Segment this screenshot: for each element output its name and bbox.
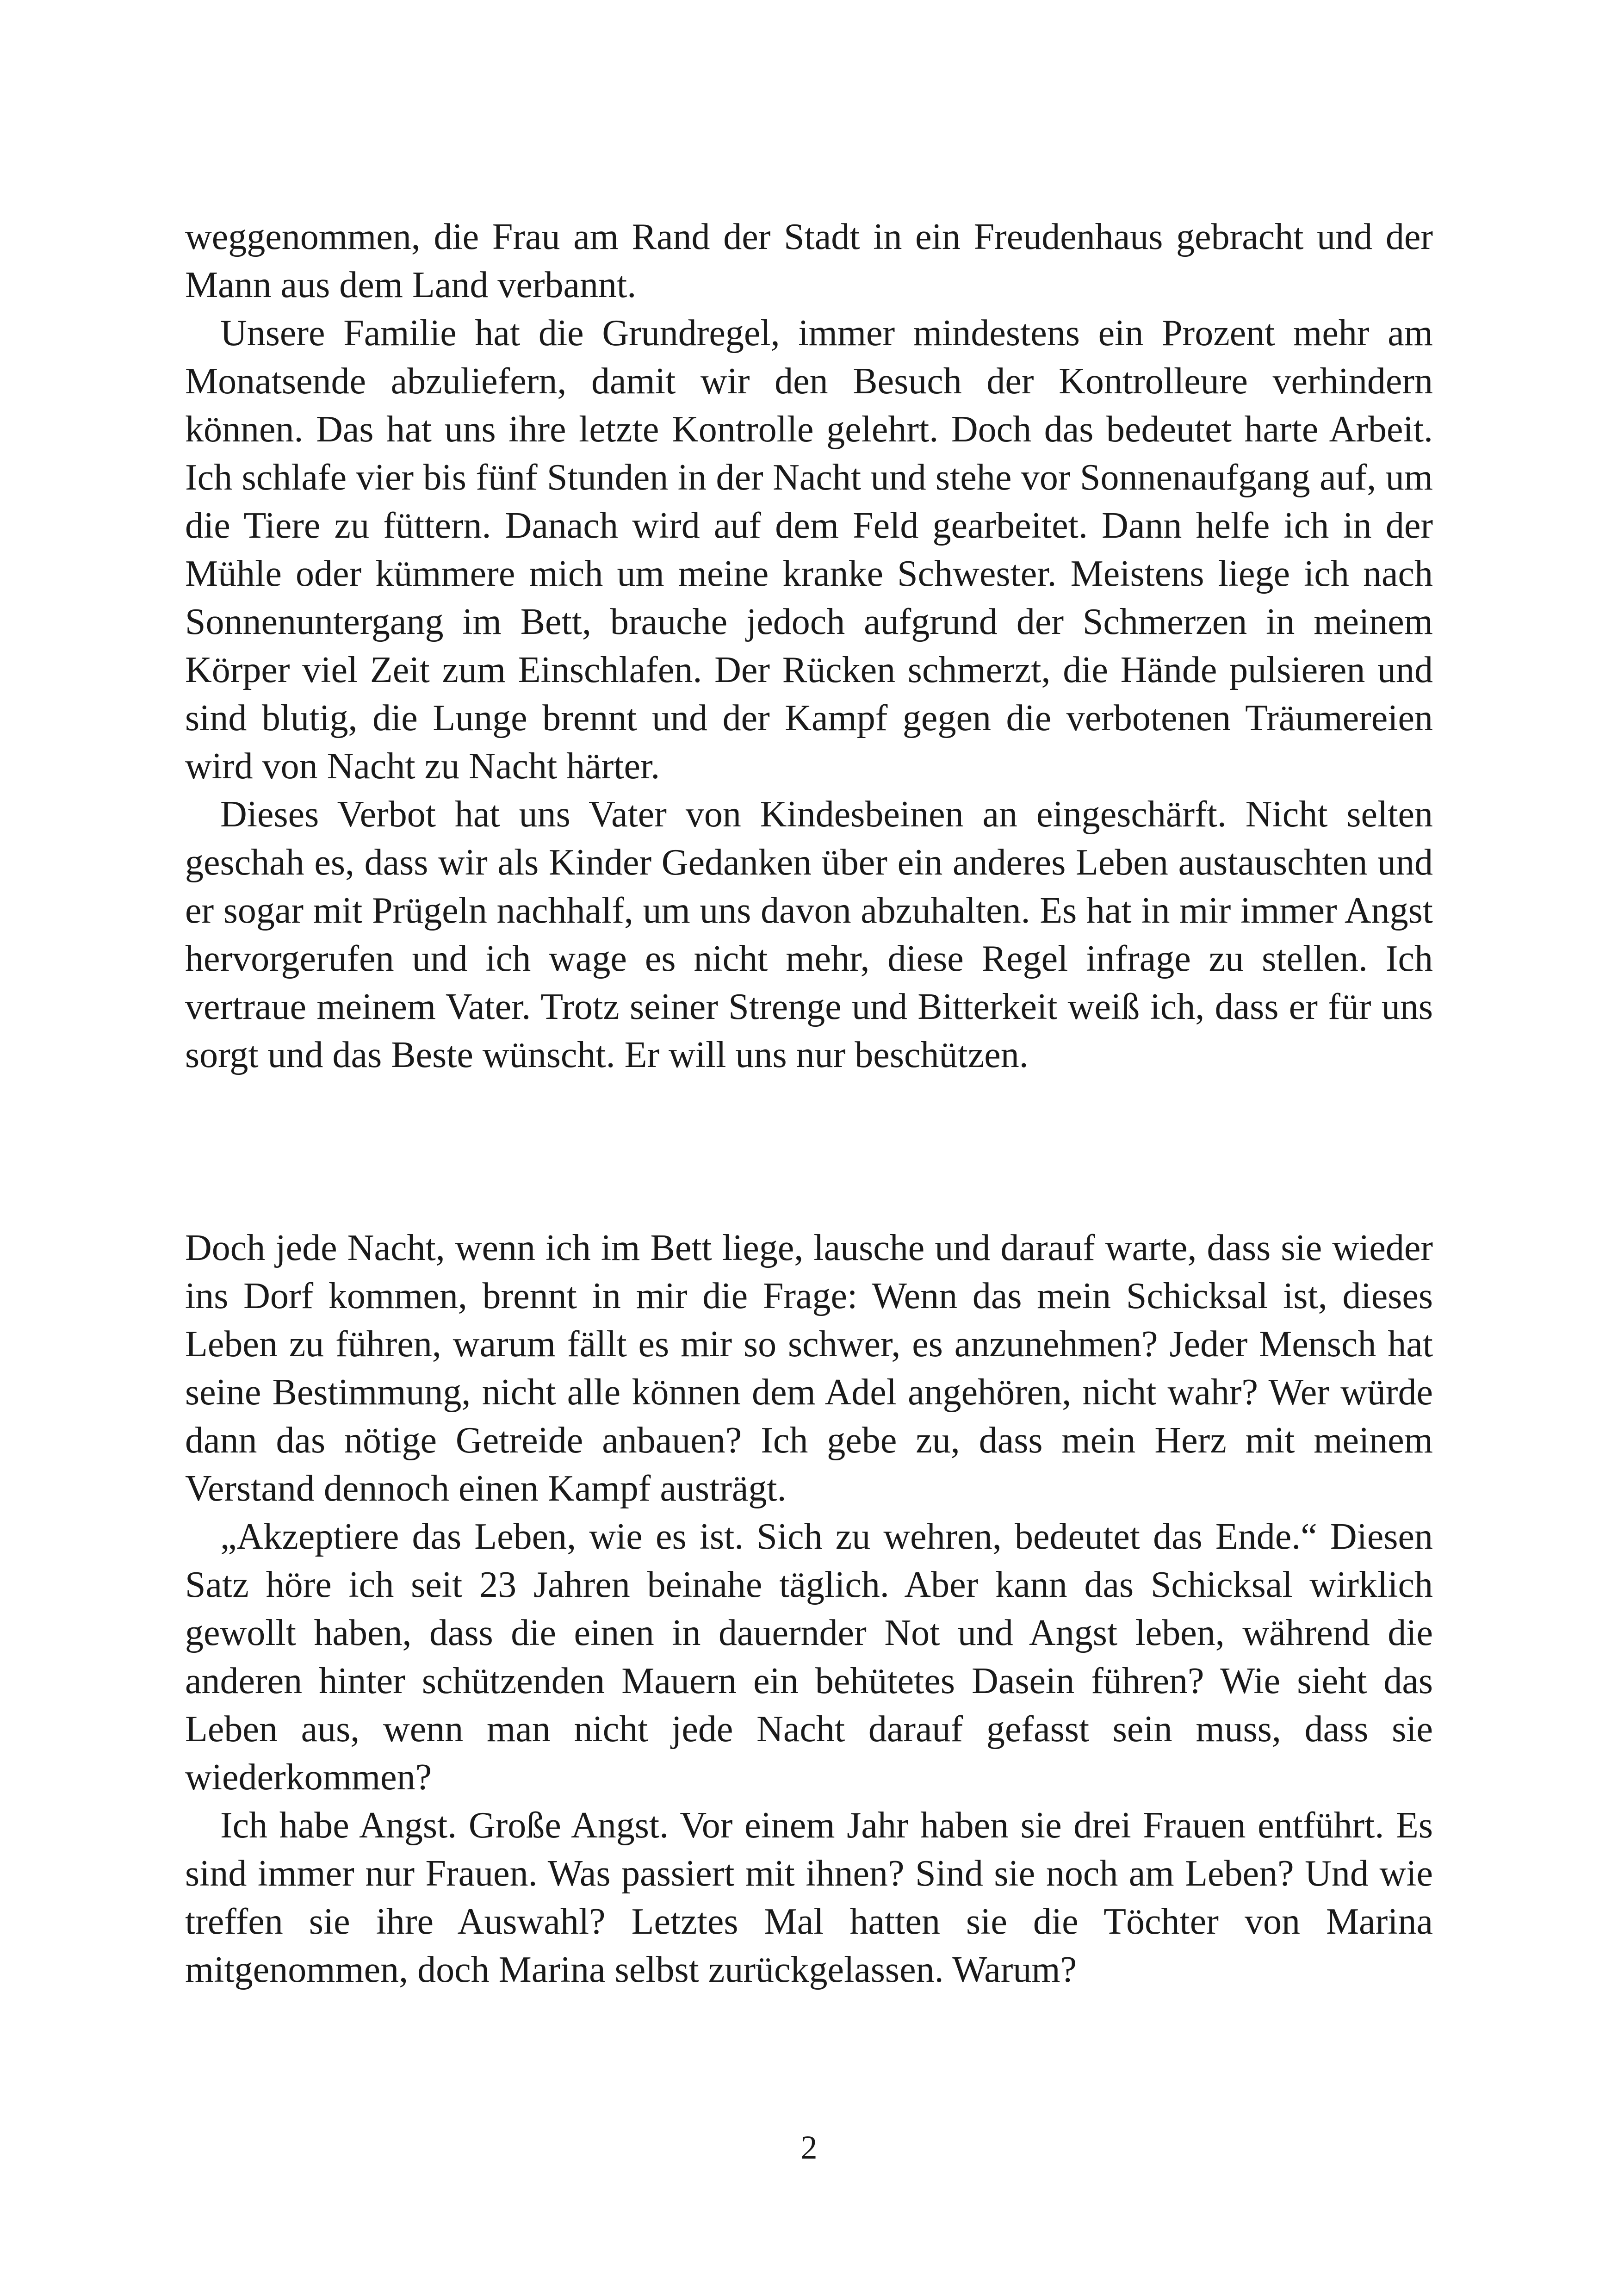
paragraph: „Akzeptiere das Leben, wie es ist. Sich zu wehren, bedeutet das Ende.“ Diesen Satz höre ich seit 23 Jahren beinahe täglich. Aber kann das Schicksal wirklich gewollt haben, dass die einen in dauernder Not und Angst leben, während die anderen hinter schützenden Mauern ein behütetes Dasein führen? Wie sieht das Leben aus, wenn man nicht jede Nacht darauf gefasst sein muss, dass sie wiederkommen?	[185, 1516, 1433, 1798]
paragraph: Doch jede Nacht, wenn ich im Bett liege, lausche und darauf warte, dass sie wieder ins Dorf kommen, brennt in mir die Frage: Wenn das mein Schicksal ist, dieses Leben zu führen, warum fällt es mir so schwer, es anzunehmen? Jeder Mensch hat seine Bestimmung, nicht alle können dem Adel angehören, nicht wahr? Wer würde dann das nötige Getreide anbauen? Ich gebe zu, dass mein Herz mit meinem Verstand dennoch einen Kampf austrägt.	[185, 1228, 1433, 1509]
paragraph: Ich habe Angst. Große Angst. Vor einem Jahr haben sie drei Frauen entführt. Es sind immer nur Frauen. Was passiert mit ihnen? Sind sie noch am Leben? Und wie treffen sie ihre Auswahl? Letztes Mal hatten sie die Töchter von Marina mitgenommen, doch Marina selbst zurückgelassen. Warum?	[185, 1805, 1433, 1990]
page-number: 2	[800, 2129, 818, 2166]
text-section-2	[185, 1224, 1433, 1994]
paragraph: Unsere Familie hat die Grundregel, immer mindestens ein Prozent mehr am Monatsende abzuliefern, damit wir den Besuch der Kontrolleure verhindern können. Das hat uns ihre letzte Kontrolle gelehrt. Doch das bedeutet harte Arbeit. Ich schlafe vier bis fünf Stunden in der Nacht und stehe vor Sonnenaufgang auf, um die Tiere zu füttern. Danach wird auf dem Feld gearbeitet. Dann helfe ich in der Mühle oder kümmere mich um meine kranke Schwester. Meistens liege ich nach Sonnenuntergang im Bett, brauche jedoch aufgrund der Schmerzen in meinem Körper viel Zeit zum Einschlafen. Der Rücken schmerzt, die Hände pulsieren und sind blutig, die Lunge brennt und der Kampf gegen die verbotenen Träumereien wird von Nacht zu Nacht härter.	[185, 313, 1433, 787]
text-section-1	[185, 213, 1433, 1079]
paragraph: Dieses Verbot hat uns Vater von Kindesbeinen an eingeschärft. Nicht selten geschah es, dass wir als Kinder Gedanken über ein anderes Leben austauschten und er sogar mit Prügeln nachhalf, um uns davon abzuhalten. Es hat in mir immer Angst hervorgerufen und ich wage es nicht mehr, diese Regel infrage zu stellen. Ich vertraue meinem Vater. Trotz seiner Strenge und Bitterkeit weiß ich, dass er für uns sorgt und das Beste wünscht. Er will uns nur beschützen.	[185, 794, 1433, 1075]
paragraph: weggenommen, die Frau am Rand der Stadt in ein Freudenhaus gebracht und der Mann aus dem Land verbannt.	[185, 217, 1433, 305]
